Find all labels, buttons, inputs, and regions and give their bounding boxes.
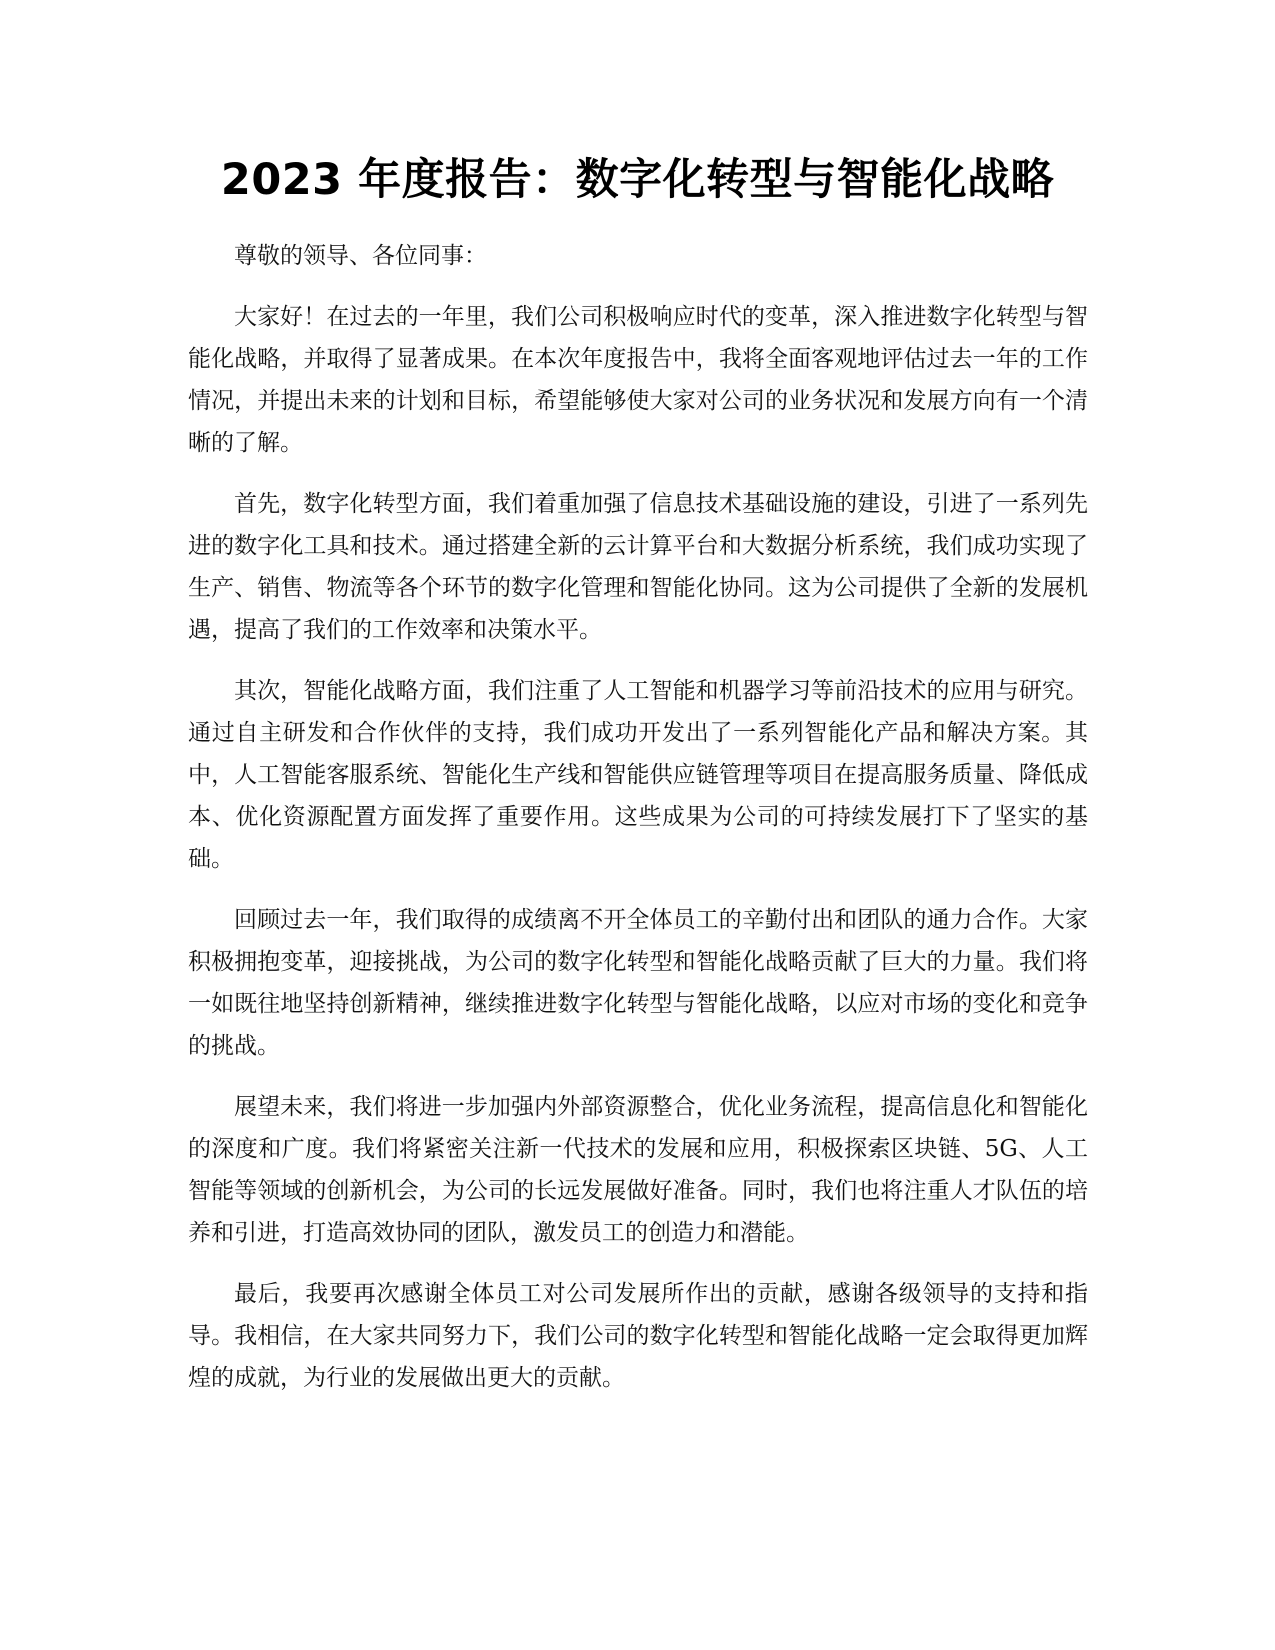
paragraph-outlook: 展望未来，我们将进一步加强内外部资源整合，优化业务流程，提高信息化和智能化的深度和广度。我们将紧密关注新一代技术的发展和应用，积极探索区块链、5G、人工智能等领域的创新机会，为公司的长远发展做好准备。同时，我们也将注重人才队伍的培养和引进，打造高效协同的团队，激发员工的创造力和潜能。 xyxy=(188,1094,1088,1246)
document-body xyxy=(188,235,1088,1418)
salutation: 尊敬的领导、各位同事： xyxy=(234,243,487,269)
paragraph-intelligence-strategy: 其次，智能化战略方面，我们注重了人工智能和机器学习等前沿技术的应用与研究。通过自主研发和合作伙伴的支持，我们成功开发出了一系列智能化产品和解决方案。其中，人工智能客服系统、智能化生产线和智能供应链管理等项目在提高服务质量、降低成本、优化资源配置方面发挥了重要作用。这些成果为公司的可持续发展打下了坚实的基础。 xyxy=(188,678,1088,872)
paragraph-digital-transformation: 首先，数字化转型方面，我们着重加强了信息技术基础设施的建设，引进了一系列先进的数字化工具和技术。通过搭建全新的云计算平台和大数据分析系统，我们成功实现了生产、销售、物流等各个环节的数字化管理和智能化协同。这为公司提供了全新的发展机遇，提高了我们的工作效率和决策水平。 xyxy=(188,491,1088,643)
paragraph-greeting: 大家好！在过去的一年里，我们公司积极响应时代的变革，深入推进数字化转型与智能化战略，并取得了显著成果。在本次年度报告中，我将全面客观地评估过去一年的工作情况，并提出未来的计划和目标，希望能够使大家对公司的业务状况和发展方向有一个清晰的了解。 xyxy=(188,304,1088,456)
paragraph-review: 回顾过去一年，我们取得的成绩离不开全体员工的辛勤付出和团队的通力合作。大家积极拥抱变革，迎接挑战，为公司的数字化转型和智能化战略贡献了巨大的力量。我们将一如既往地坚持创新精神，继续推进数字化转型与智能化战略，以应对市场的变化和竞争的挑战。 xyxy=(188,907,1088,1059)
paragraph-closing: 最后，我要再次感谢全体员工对公司发展所作出的贡献，感谢各级领导的支持和指导。我相信，在大家共同努力下，我们公司的数字化转型和智能化战略一定会取得更加辉煌的成就，为行业的发展做出更大的贡献。 xyxy=(188,1281,1088,1391)
page-title: 2023 年度报告：数字化转型与智能化战略 xyxy=(220,155,1055,205)
